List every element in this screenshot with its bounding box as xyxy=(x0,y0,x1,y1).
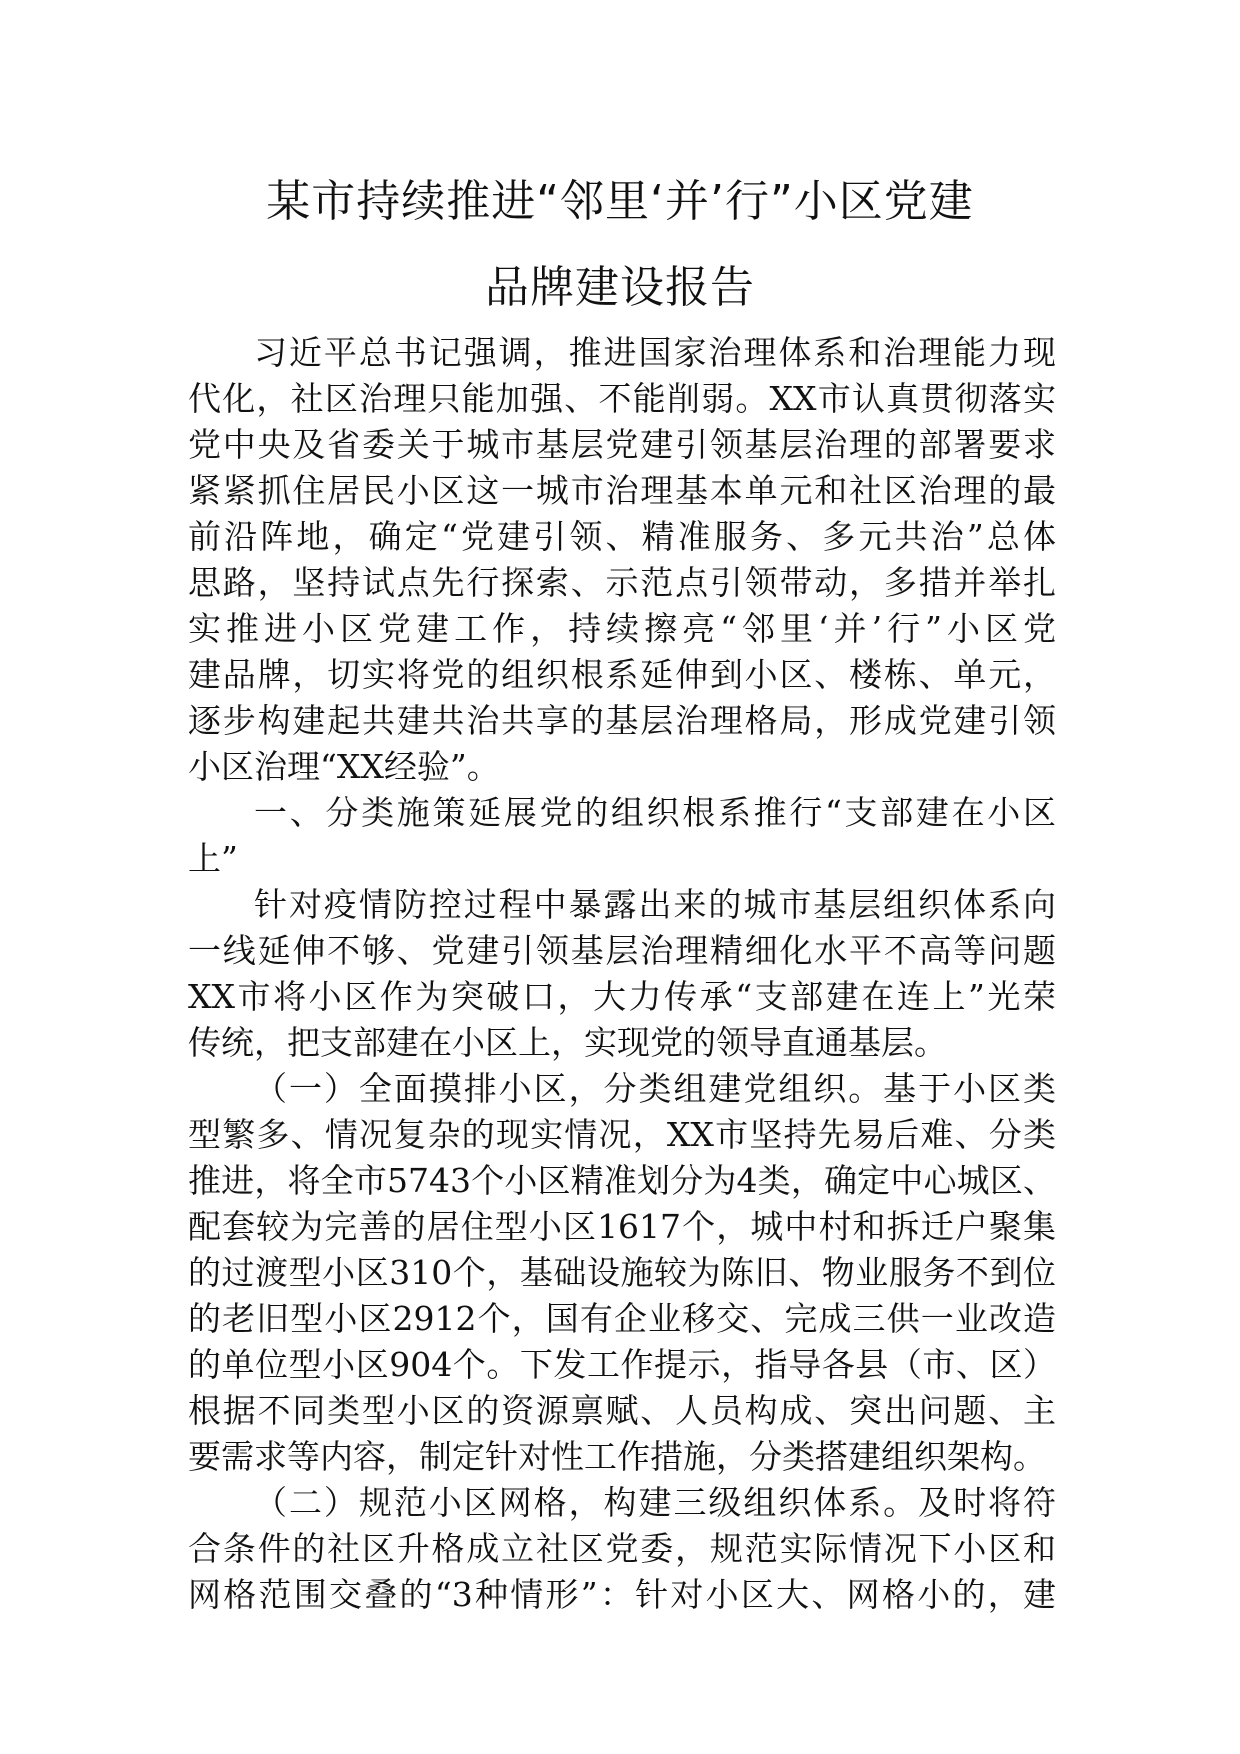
body-text-line: 前沿阵地，确定“党建引领、精准服务、多元共治”总体 xyxy=(188,517,1056,556)
body-text-line: 的单位型小区904个。下发工作提示，指导各县（市、区） xyxy=(188,1345,1056,1384)
body-text-line: 一、分类施策延展党的组织根系推行“支部建在小区 xyxy=(254,793,1056,832)
body-text-line: 针对疫情防控过程中暴露出来的城市基层组织体系向 xyxy=(254,885,1056,924)
body-text-line: 党中央及省委关于城市基层党建引领基层治理的部署要求 xyxy=(188,425,1056,464)
body-text-line: 网格范围交叠的“3种情形”：针对小区大、网格小的，建 xyxy=(188,1575,1056,1614)
body-text-line: 根据不同类型小区的资源禀赋、人员构成、突出问题、主 xyxy=(188,1391,1056,1430)
body-text-line: 要需求等内容，制定针对性工作措施，分类搭建组织架构。 xyxy=(188,1437,1046,1476)
body-text-line: （一）全面摸排小区，分类组建党组织。基于小区类 xyxy=(254,1069,1056,1108)
document-body xyxy=(188,330,1056,1618)
body-text-line: 上” xyxy=(188,839,238,878)
body-text-line: 代化，社区治理只能加强、不能削弱。XX市认真贯彻落实 xyxy=(188,379,1056,418)
body-text-line: （二）规范小区网格，构建三级组织体系。及时将符 xyxy=(254,1483,1056,1522)
body-text-line: 的老旧型小区2912个，国有企业移交、完成三供一业改造 xyxy=(188,1299,1056,1338)
body-text-line: 习近平总书记强调，推进国家治理体系和治理能力现 xyxy=(254,333,1056,372)
body-text-line: 紧紧抓住居民小区这一城市治理基本单元和社区治理的最 xyxy=(188,471,1056,510)
document-title-line-1: 某市持续推进“邻里‘并’行”小区党建 xyxy=(266,176,974,227)
body-text-line: 的过渡型小区310个，基础设施较为陈旧、物业服务不到位 xyxy=(188,1253,1056,1292)
body-text-line: 逐步构建起共建共治共享的基层治理格局，形成党建引领 xyxy=(188,701,1056,740)
document-title-line-2: 品牌建设报告 xyxy=(485,262,755,313)
body-text-line: XX市将小区作为突破口，大力传承“支部建在连上”光荣 xyxy=(188,977,1056,1016)
body-text-line: 配套较为完善的居住型小区1617个，城中村和拆迁户聚集 xyxy=(188,1207,1056,1246)
body-text-line: 实推进小区党建工作，持续擦亮“邻里‘并’行”小区党 xyxy=(188,609,1056,648)
body-text-line: 推进，将全市5743个小区精准划分为4类，确定中心城区、 xyxy=(188,1161,1056,1200)
body-text-line: 型繁多、情况复杂的现实情况，XX市坚持先易后难、分类 xyxy=(188,1115,1056,1154)
body-text-line: 建品牌，切实将党的组织根系延伸到小区、楼栋、单元， xyxy=(188,655,1056,694)
body-text-line: 传统，把支部建在小区上，实现党的领导直通基层。 xyxy=(188,1023,947,1062)
body-text-line: 小区治理“XX经验”。 xyxy=(188,747,500,786)
body-text-line: 合条件的社区升格成立社区党委，规范实际情况下小区和 xyxy=(188,1529,1056,1568)
body-text-line: 一线延伸不够、党建引领基层治理精细化水平不高等问题 xyxy=(188,931,1056,970)
body-text-line: 思路，坚持试点先行探索、示范点引领带动，多措并举扎 xyxy=(188,563,1056,602)
